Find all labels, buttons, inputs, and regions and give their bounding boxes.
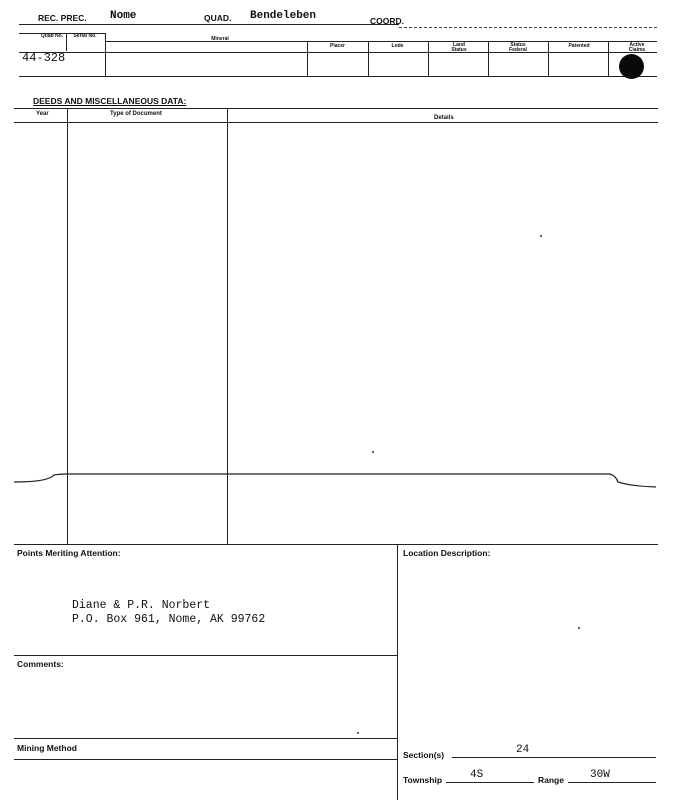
points-label: Points Meriting Attention: bbox=[17, 548, 121, 558]
section-value: 24 bbox=[516, 744, 530, 756]
header-vline bbox=[548, 41, 549, 76]
range-label: Range bbox=[538, 775, 564, 785]
section-line bbox=[452, 757, 656, 758]
section-label: Section(s) bbox=[403, 750, 445, 760]
speck bbox=[357, 732, 359, 734]
header-vline bbox=[608, 41, 609, 76]
header-vline bbox=[307, 41, 308, 76]
header-vline bbox=[105, 33, 106, 76]
col-serial-no: Serial No. bbox=[73, 33, 97, 39]
header-top-rule-dashed bbox=[399, 27, 657, 28]
speck bbox=[540, 235, 542, 237]
col-type-of-document: Type of Document bbox=[110, 111, 162, 117]
header-bottom-rule bbox=[19, 76, 657, 77]
col-placer: Placer bbox=[329, 43, 345, 49]
coord-label: COORD. bbox=[370, 16, 404, 26]
comments-rule bbox=[14, 655, 397, 656]
range-line bbox=[568, 782, 656, 783]
bottom-vline bbox=[397, 544, 398, 800]
comments-label: Comments: bbox=[17, 659, 64, 669]
speck bbox=[578, 627, 580, 629]
township-label: Township bbox=[403, 775, 443, 785]
speck bbox=[372, 451, 374, 453]
bottom-top-rule bbox=[14, 544, 658, 545]
col-land-status: Land Status bbox=[451, 42, 467, 53]
header-top-rule bbox=[19, 24, 399, 25]
page-fold-curve bbox=[0, 460, 678, 500]
deeds-top-rule bbox=[14, 108, 658, 109]
col-status-federal: Status Federal bbox=[509, 42, 527, 53]
col-active-claims: Active Claims bbox=[628, 42, 646, 53]
active-claims-dot bbox=[619, 54, 644, 79]
quad-serial-value: 44-328 bbox=[22, 51, 66, 65]
township-value: 4S bbox=[470, 769, 484, 781]
mining-bottom-rule bbox=[14, 759, 397, 760]
range-value: 30W bbox=[590, 769, 610, 781]
col-quad-no: Quad No. bbox=[40, 33, 64, 39]
quad-label: QUAD. bbox=[204, 13, 232, 23]
quad-value: Bendeleben bbox=[250, 10, 317, 22]
header-vline bbox=[488, 41, 489, 76]
header-vline bbox=[428, 41, 429, 76]
rec-prec-label: REC. PREC. bbox=[38, 13, 87, 23]
col-mineral: Mineral bbox=[211, 36, 229, 42]
header-vline bbox=[368, 41, 369, 76]
mining-rule bbox=[14, 738, 397, 739]
col-patented: Patented bbox=[568, 43, 590, 49]
col-year: Year bbox=[36, 111, 49, 117]
township-line bbox=[446, 782, 534, 783]
points-line-2: P.O. Box 961, Nome, AK 99762 bbox=[72, 613, 266, 626]
header-vline bbox=[66, 33, 67, 51]
rec-prec-value: Nome bbox=[110, 10, 137, 22]
location-label: Location Description: bbox=[403, 548, 491, 558]
deeds-title: DEEDS AND MISCELLANEOUS DATA: bbox=[33, 96, 187, 106]
deeds-header-rule bbox=[14, 122, 658, 123]
header-value-rule bbox=[19, 52, 657, 53]
col-details: Details bbox=[434, 115, 454, 121]
mining-label: Mining Method bbox=[17, 743, 77, 753]
points-line-1: Diane & P.R. Norbert bbox=[72, 599, 211, 612]
col-lode: Lode bbox=[391, 43, 404, 49]
